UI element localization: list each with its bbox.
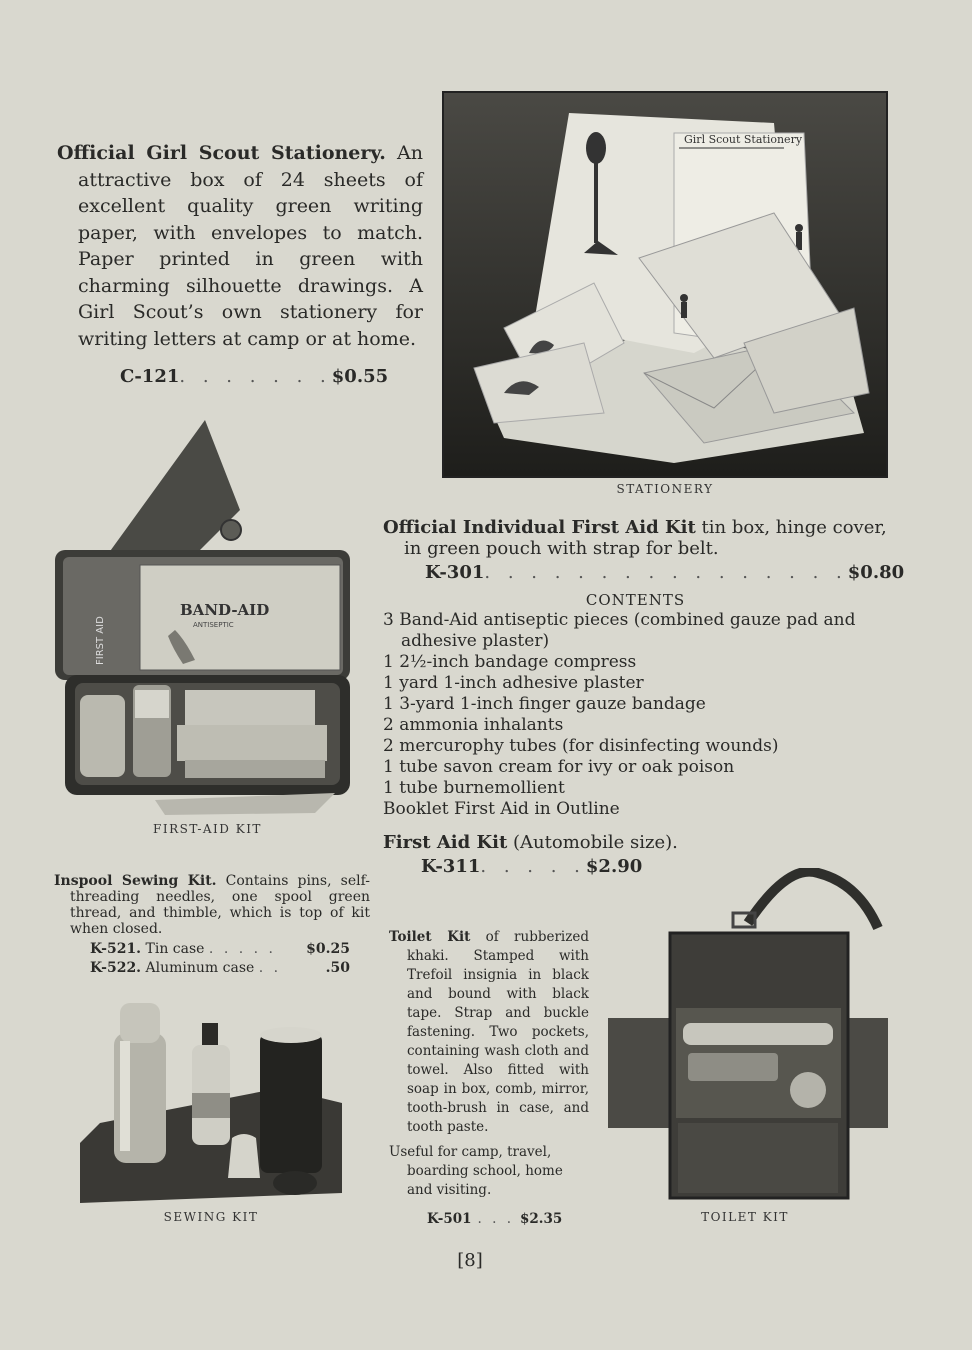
stationery-entry (57, 140, 423, 391)
sewing-paragraph (54, 873, 370, 937)
sewing-price-row (54, 941, 350, 957)
toilet-dots: . . . (477, 1211, 515, 1227)
contents-list (383, 610, 888, 820)
stationery-box-label: Girl Scout Stationery (684, 133, 803, 146)
stationery-price-row (57, 364, 389, 391)
auto-kit-title: First Aid Kit (383, 832, 508, 853)
toilet-usage: Useful for camp, travel, boarding school, home and visiting. (389, 1144, 563, 1198)
auto-kit-price-row (383, 856, 643, 877)
toilet-price: $2.35 (520, 1211, 563, 1227)
first-aid-price: $0.80 (847, 562, 905, 583)
toilet-code: K-501 (427, 1211, 472, 1227)
toilet-caption: TOILET KIT (701, 1210, 789, 1224)
sewing-description: Contains pins, self-threading needles, one spool green thread, and thimble, which is top of kit when closed. (70, 873, 370, 937)
first-aid-price-row (383, 562, 905, 583)
contents-item: 2 mercurophy tubes (for disinfecting wounds) (383, 736, 779, 756)
contents-item: 1 2½-inch bandage compress (383, 652, 637, 672)
auto-kit-price: $2.90 (585, 856, 643, 877)
toilet-paragraph (389, 928, 589, 1137)
first-aid-caption: FIRST-AID KIT (153, 822, 262, 836)
sewing-caption: SEWING KIT (163, 1210, 259, 1224)
tin-label-band-aid: BAND-AID (180, 601, 270, 619)
toilet-description: of rubberized khaki. Stamped with Trefoil insignia in black and bound with black tape. Strap and buckle fastening. Two pockets, containing wash cloth and towel. Also fitted with soap in box, comb, mirror, tooth-brush in case, and tooth paste. (407, 929, 589, 1135)
sewing-code-1: K-521. (90, 941, 142, 957)
first-aid-dots: . . . . . . . . . . . . . . . . (484, 562, 848, 583)
contents-item: 1 yard 1-inch adhesive plaster (383, 673, 644, 693)
first-aid-photo (55, 415, 360, 820)
toilet-title: Toilet Kit (389, 929, 471, 945)
contents-item: 1 tube burnemollient (383, 778, 565, 798)
first-aid-description: tin box, hinge cover, in green pouch with strap for belt. (404, 517, 887, 559)
first-aid-paragraph (383, 517, 888, 559)
stationery-title: Official Girl Scout Stationery. (57, 142, 386, 164)
sewing-entry (54, 873, 370, 976)
contents-item: 3 Band-Aid antiseptic pieces (combined gauze pad and adhesive plaster) (383, 610, 856, 651)
sewing-dots-1: . . . . . (208, 941, 276, 957)
sewing-price-row (54, 960, 350, 976)
auto-kit-description: (Automobile size). (513, 832, 678, 853)
toilet-price-row (389, 1210, 589, 1229)
contents-item: 1 3-yard 1-inch finger gauze bandage (383, 694, 706, 714)
first-aid-title: Official Individual First Aid Kit (383, 517, 696, 538)
stationery-paragraph (57, 140, 423, 352)
contents-heading: CONTENTS (585, 591, 686, 609)
stationery-code: C-121 (120, 366, 180, 387)
sewing-dots-2: . . (258, 960, 282, 976)
stationery-photo (442, 91, 888, 478)
sewing-price-2: .50 (325, 960, 350, 976)
page-number: [8] (457, 1250, 483, 1271)
stationery-illustration (444, 93, 886, 476)
sewing-title: Inspool Sewing Kit. (54, 873, 217, 889)
sewing-illustration (80, 993, 342, 1203)
sewing-label-2: Aluminum case (145, 960, 255, 976)
sewing-label-1: Tin case (145, 941, 205, 957)
toilet-entry (389, 928, 589, 1229)
auto-kit-dots: . . . . . (480, 856, 586, 877)
auto-kit-paragraph (383, 832, 888, 853)
tin-side-label: FIRST AID (95, 616, 106, 665)
contents-item: Booklet First Aid in Outline (383, 799, 620, 819)
auto-kit-code: K-311 (421, 856, 481, 877)
contents-item: 1 tube savon cream for ivy or oak poison (383, 757, 735, 777)
stationery-description: An attractive box of 24 sheets of excellent quality green writing paper, with envelopes to match. Paper printed in green with charming silhouette drawings. A Girl Scout’s own stationery for writing letters at camp or at home. (78, 142, 423, 350)
stationery-price: $0.55 (331, 366, 389, 387)
first-aid-entry (383, 517, 905, 877)
sewing-code-2: K-522. (90, 960, 142, 976)
sewing-price-1: $0.25 (306, 941, 350, 957)
first-aid-illustration (55, 415, 360, 820)
contents-item: 2 ammonia inhalants (383, 715, 564, 735)
toilet-photo (608, 868, 888, 1203)
tin-label-antiseptic: ANTISEPTIC (193, 621, 234, 629)
stationery-dots: . . . . . . . (179, 366, 332, 387)
stationery-caption: STATIONERY (616, 482, 714, 496)
first-aid-code: K-301 (425, 562, 485, 583)
sewing-photo (80, 993, 342, 1203)
toilet-illustration (608, 868, 888, 1203)
